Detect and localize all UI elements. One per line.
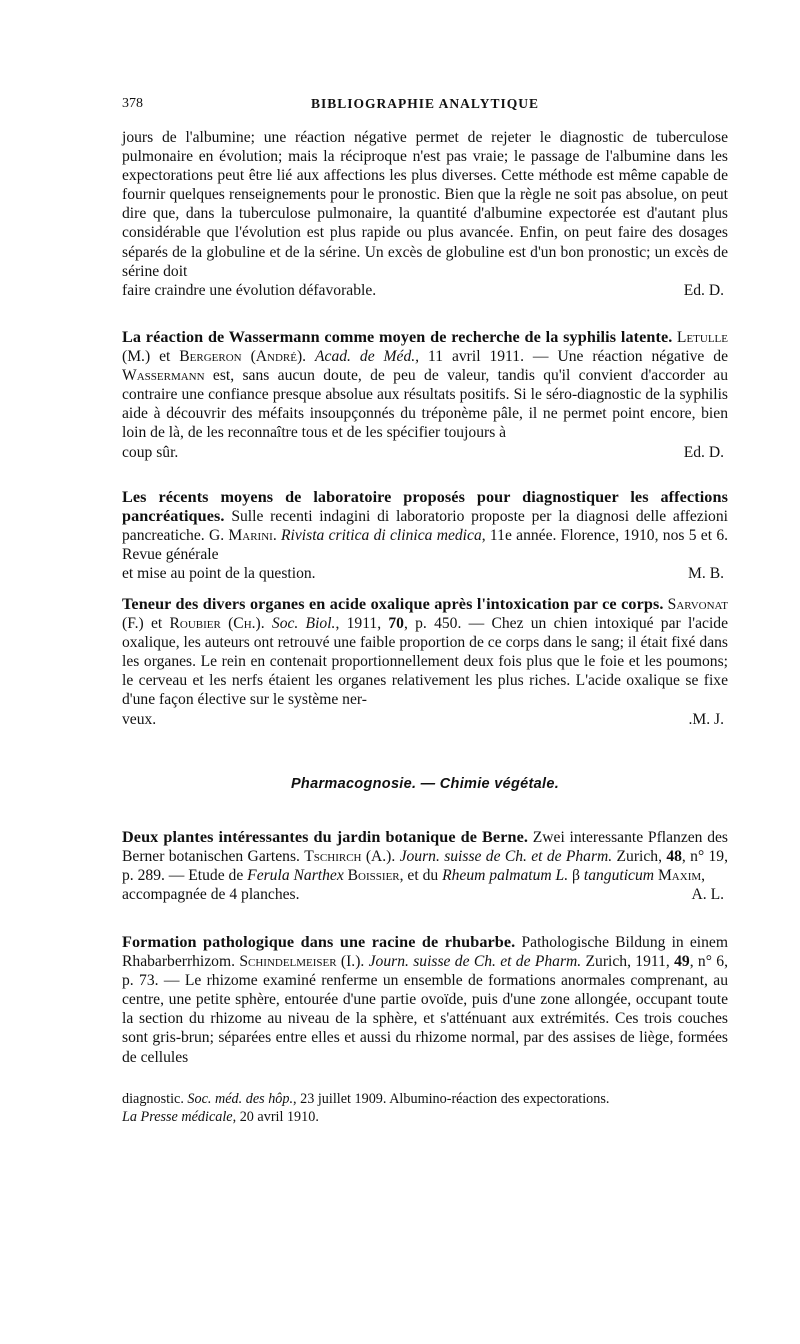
intro-signature: Ed. D. [683, 281, 724, 299]
entry-last-line: coup sûr. [122, 443, 179, 461]
footnote: diagnostic. Soc. méd. des hôp., 23 juillet 1909. Albumino-réaction des expectorations. La Presse médicale, 20 avril 1910. [122, 1091, 610, 1125]
entry-heading: Les récents moyens de laboratoire proposés pour diagnostiquer les affections pancréatiques. [122, 488, 728, 526]
intro-text: jours de l'albumine; une réaction négative permet de rejeter le diagnostic de tuberculose pulmonaire en évolution; mais la réciproque n'est pas vraie; le passage de l'albumine dans les expectorations peut être lié aux affections les plus diverses. Cette méthode est même capable de fournir quelques renseignements pour le pronostic. Bien que la règle ne soit pas absolue, on peut dire que, dans la tuberculose pulmonaire, la quantité d'albumine expectorée est d'autant plus considérable que l'évolution est plus rapide ou plus avancée. Enfin, on peut faire des dosages séparés de la globuline et de la sérine. Un excès de globuline est d'un bon pronostic; un excès de sérine doit [122, 129, 728, 280]
entry-signature: .M. J. [688, 710, 724, 728]
journal-name: Acad. de Méd., [315, 348, 420, 366]
entry-last-line: et mise au point de la question. [122, 565, 316, 583]
entry-heading: Formation pathologique dans une racine de rhubarbe. [122, 933, 516, 951]
entry-berne-plants: Deux plantes intéressantes du jardin botanique de Berne. Zwei interessante Pflanzen des Berner botanischen Gartens. Tschirch (A.). Journ. suisse de Ch. et de Pharm. Zurich, 48, n° 19, p. 289. — Etude de Ferula Narthex Boissier, et du Rheum palmatum L. β tanguticum Maxim, accompagnée de 4 planches. A. L. [122, 828, 728, 904]
entry-signature: Ed. D. [683, 443, 724, 461]
author-name: Roubier [169, 615, 221, 633]
intro-paragraph [122, 128, 728, 300]
author-name: Marini [228, 527, 273, 545]
author-name: Tschirch [304, 848, 362, 866]
page-number: 378 [122, 96, 143, 111]
journal-name: Soc. Biol. [271, 615, 336, 633]
author-name: Bergeron [179, 348, 242, 366]
entry-body: , n° 6, p. 73. — Le rhizome examiné renferme un ensemble de formations anormales comprenant, au centre, une petite sphère, entourée d'une partie ovoïde, puis d'une zone allongée, occupant toute la section du rhizome au niveau de la sphère, et s'atténuant aux extrémités. Ces trois couches sont gris-brun; séparées entre elles et aussi du rhizome normal, par des assises de liège, formées de cellules [122, 953, 728, 1066]
entry-body: , p. 450. — Chez un chien intoxiqué par l'acide oxalique, les auteurs ont retrouvé une faible proportion de ce corps dans le sang; il était fixé dans les organes. Le rein en contenait proportionnellement deux fois plus que le foie et les poumons; le cerveau et les nerfs étaient les organes relativement les plus riches. L'acide oxalique se fixe d'une façon élective sur le système ner- [122, 615, 728, 709]
running-title: BIBLIOGRAPHIE ANALYTIQUE [311, 96, 539, 111]
journal-name: Rivista critica di clinica medica [281, 527, 482, 545]
author-name: Sarvonat [667, 596, 729, 613]
entry-body: , 11e année. Florence, 1910, nos 5 et 6. Revue générale [122, 527, 729, 564]
journal-name: Journ. suisse de Ch. et de Pharm. [368, 953, 582, 971]
author-name: Letulle [676, 329, 728, 346]
entry-rhubarb: Formation pathologique dans une racine de rhubarbe. Pathologische Bildung in einem Rhabarberrhizom. Schindelmeiser (I.). Journ. suisse de Ch. et de Pharm. Zurich, 1911, 49, n° 6, p. 73. — Le rhizome examiné renferme un ensemble de formations anormales comprenant, au centre, une petite sphère, entourée d'une partie ovoïde, puis d'une zone allongée, occupant toute la section du rhizome au niveau de la sphère, et s'atténuant aux extrémités. Ces trois couches sont gris-brun; séparées entre elles et aussi du rhizome normal, par des assises de liège, formées de cellules [122, 933, 728, 1066]
entry-heading: Teneur des divers organes en acide oxalique après l'intoxication par ce corps. [122, 595, 664, 613]
entry-signature: M. B. [688, 565, 724, 583]
entry-heading: Deux plantes intéressantes du jardin botanique de Berne. [122, 828, 529, 846]
intro-last-line: faire craindre une évolution défavorable. [122, 281, 377, 299]
entry-signature: A. L. [691, 886, 724, 904]
running-header [122, 96, 728, 116]
entry-pancreatic: Les récents moyens de laboratoire proposés pour diagnostiquer les affections pancréatiques. Sulle recenti indagini di laboratorio proposte per la diagnosi delle affezioni pancreatiche. G. Marini. Rivista critica di clinica medica, 11e année. Florence, 1910, nos 5 et 6. Revue générale et mise au point de la question. M. B. [122, 488, 729, 583]
author-name: Schindelmeiser [239, 953, 337, 971]
section-title: Pharmacognosie. — Chimie végétale. [290, 776, 560, 792]
entry-body: est, sans aucun doute, de peu de valeur, tandis qu'il convient d'accorder au contraire une confiance presque absolue aux résultats positifs. Si le séro-diagnostic de la syphilis aide à découvrir des méfaits insoupçonnés du tréponème pâle, il ne permet point encore, bien loin de là, de les reconnaître tous et de les spécifier toujours à [122, 367, 728, 442]
entry-heading: La réaction de Wassermann comme moyen de recherche de la syphilis latente. [122, 328, 673, 346]
entry-oxalic: Teneur des divers organes en acide oxalique après l'intoxication par ce corps. Sarvonat (F.) et Roubier (Ch.). Soc. Biol., 1911, 70, p. 450. — Chez un chien intoxiqué par l'acide oxalique, les auteurs ont retrouvé une faible proportion de ce corps dans le sang; il était fixé dans les organes. Le rein en contenait proportionnellement deux fois plus que le foie et les poumons; le cerveau et les nerfs étaient les organes relativement les plus riches. L'acide oxalique se fixe d'une façon élective sur le système ner- veux. .M. J. [122, 595, 729, 728]
entry-wassermann: La réaction de Wassermann comme moyen de recherche de la syphilis latente. Letulle (M.) et Bergeron (André). Acad. de Méd., 11 avril 1911. — Une réaction négative de Wassermann est, sans aucun doute, de peu de valeur, tandis qu'il convient d'accorder au contraire une confiance presque absolue aux résultats positifs. Si le séro-diagnostic de la syphilis aide à découvrir des méfaits insoupçonnés du tréponème pâle, il ne permet point encore, bien loin de là, de les reconnaître tous et de les spécifier toujours à coup sûr. Ed. D. [122, 328, 728, 461]
entry-last-line: veux. [122, 710, 157, 728]
entry-last-line: accompagnée de 4 planches. [122, 886, 300, 904]
journal-name: Journ. suisse de Ch. et de Pharm. [399, 848, 613, 866]
